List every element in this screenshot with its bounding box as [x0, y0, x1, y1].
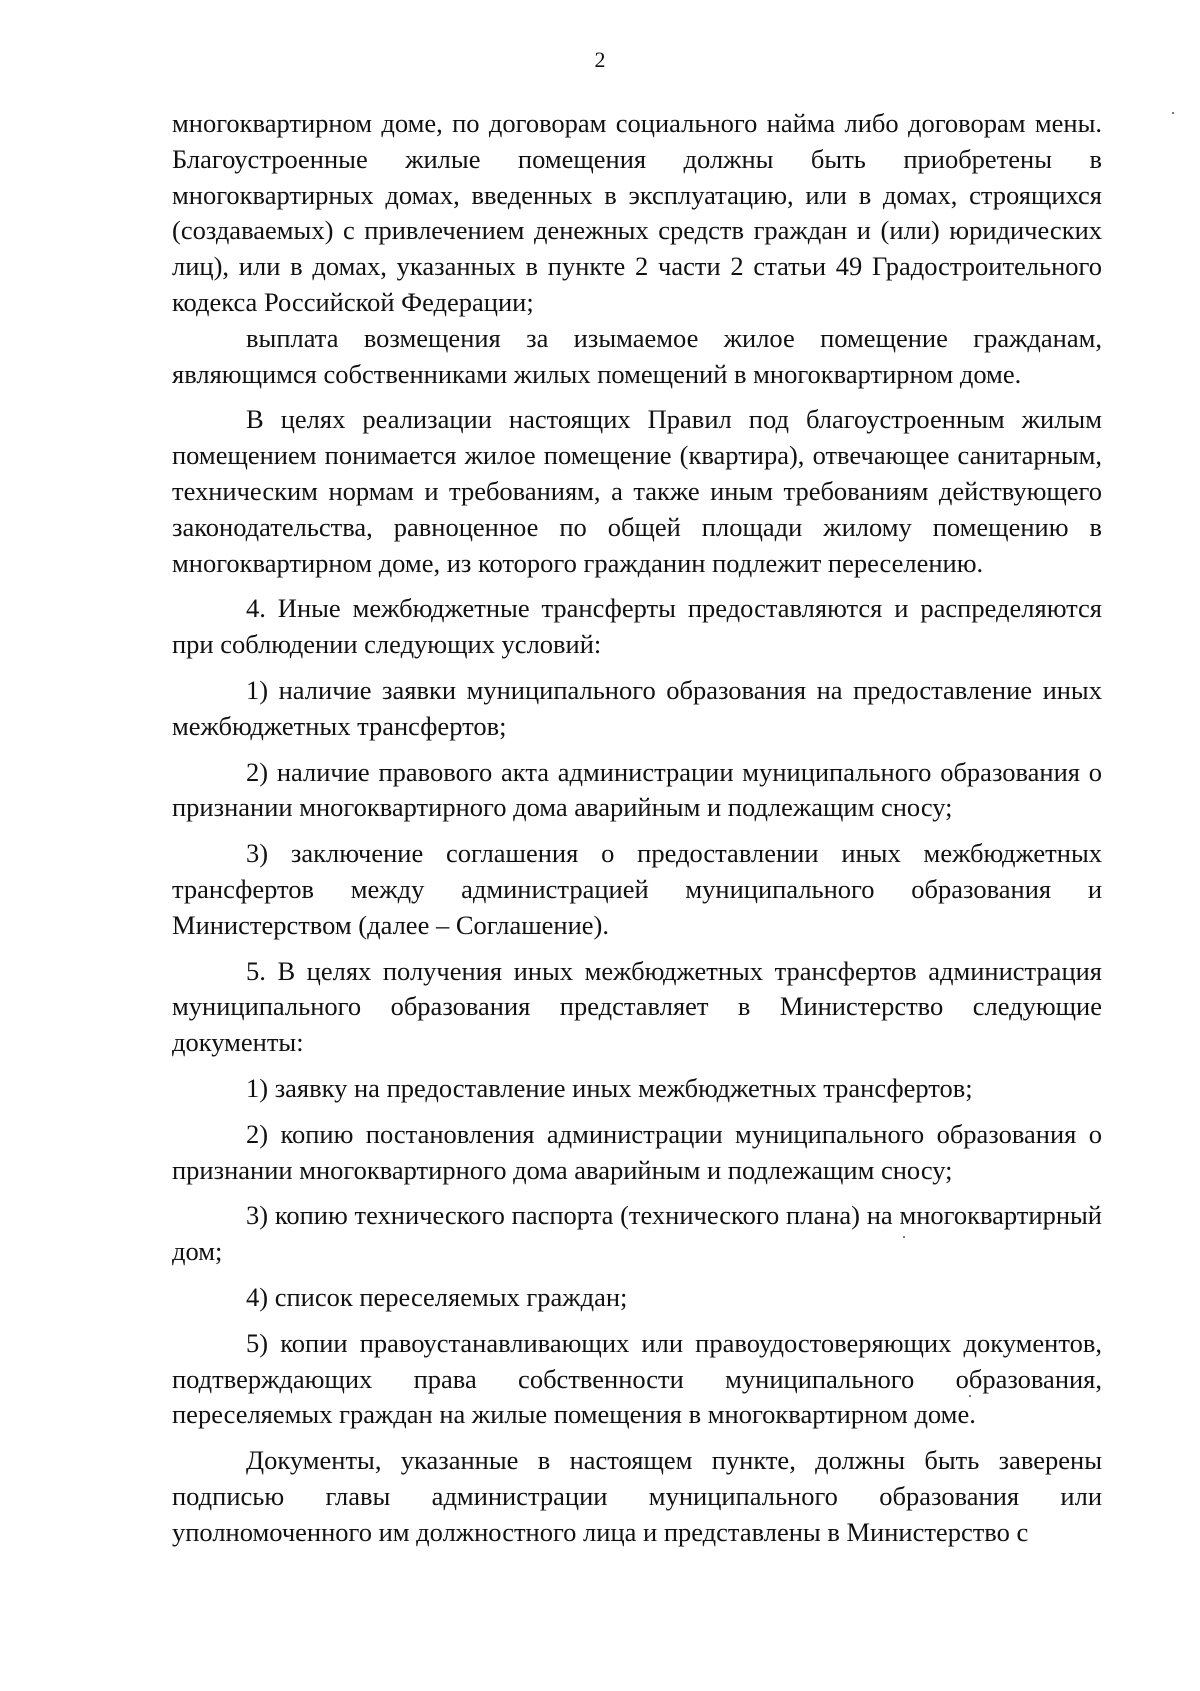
list-item-5-3: 3) копию технического паспорта (технического плана) на многоквартирный дом; — [172, 1200, 1102, 1267]
list-item-5-2: 2) копию постановления администрации муниципального образования о признании многоквартирного дома аварийным и подлежащим сносу; — [172, 1118, 1102, 1185]
paragraph-continuation: многоквартирном доме, по договорам социального найма либо договорам мены. Благоустроенные жилые помещения должны быть приобретены в многоквартирных домах, введенных в эксплуатацию, или в домах, строящихся (создаваемых) с привлечением денежных средств граждан и (или) юридических лиц), или в домах, указанных в пункте 2 части 2 статьи 49 Градостроительного кодекса Российской Федерации; — [172, 108, 1102, 317]
paragraph-compensation: выплата возмещения за изымаемое жилое помещение гражданам, являющимся собственниками жилых помещений в многоквартирном доме. — [172, 322, 1102, 389]
scan-speck — [1172, 112, 1174, 114]
paragraph-definition: В целях реализации настоящих Правил под благоустроенным жилым помещением понимается жилое помещение (квартира), отвечающее санитарным, техническим нормам и требованиям, а также иным требованиям действующего законодательства, равноценное по общей площади жилому помещению в многоквартирном доме, из которого гражданин подлежит переселению. — [172, 404, 1102, 578]
page-number: 2 — [594, 47, 606, 72]
paragraph-clause-5: 5. В целях получения иных межбюджетных трансфертов администрация муниципального образования представляет в Министерство следующие документы: — [172, 955, 1102, 1058]
list-item-4-3: 3) заключение соглашения о предоставлении иных межбюджетных трансфертов между администрацией муниципального образования и Министерством (далее – Соглашение). — [172, 838, 1102, 940]
list-item-4-1: 1) наличие заявки муниципального образования на предоставление иных межбюджетных трансфертов; — [172, 674, 1102, 741]
document-body — [172, 106, 1102, 1550]
paragraph-clause-4: 4. Иные межбюджетные трансферты предоставляются и распределяются при соблюдении следующих условий: — [172, 593, 1102, 660]
scan-speck — [903, 1236, 905, 1238]
paragraph-certification: Документы, указанные в настоящем пункте, должны быть заверены подписью главы администрации муниципального образования или уполномоченного им должностного лица и представлены в Министерство с — [172, 1445, 1102, 1547]
scan-speck — [969, 1395, 971, 1397]
list-item-5-1: 1) заявку на предоставление иных межбюджетных трансфертов; — [246, 1072, 973, 1103]
list-item-4-2: 2) наличие правового акта администрации муниципального образования о признании многоквартирного дома аварийным и подлежащим сносу; — [172, 756, 1102, 823]
list-item-5-5: 5) копии правоустанавливающих или правоудостоверяющих документов, подтверждающих права собственности муниципального образования, переселяемых граждан на жилые помещения в многоквартирном доме. — [172, 1327, 1102, 1430]
list-item-5-4: 4) список переселяемых граждан; — [246, 1281, 628, 1312]
